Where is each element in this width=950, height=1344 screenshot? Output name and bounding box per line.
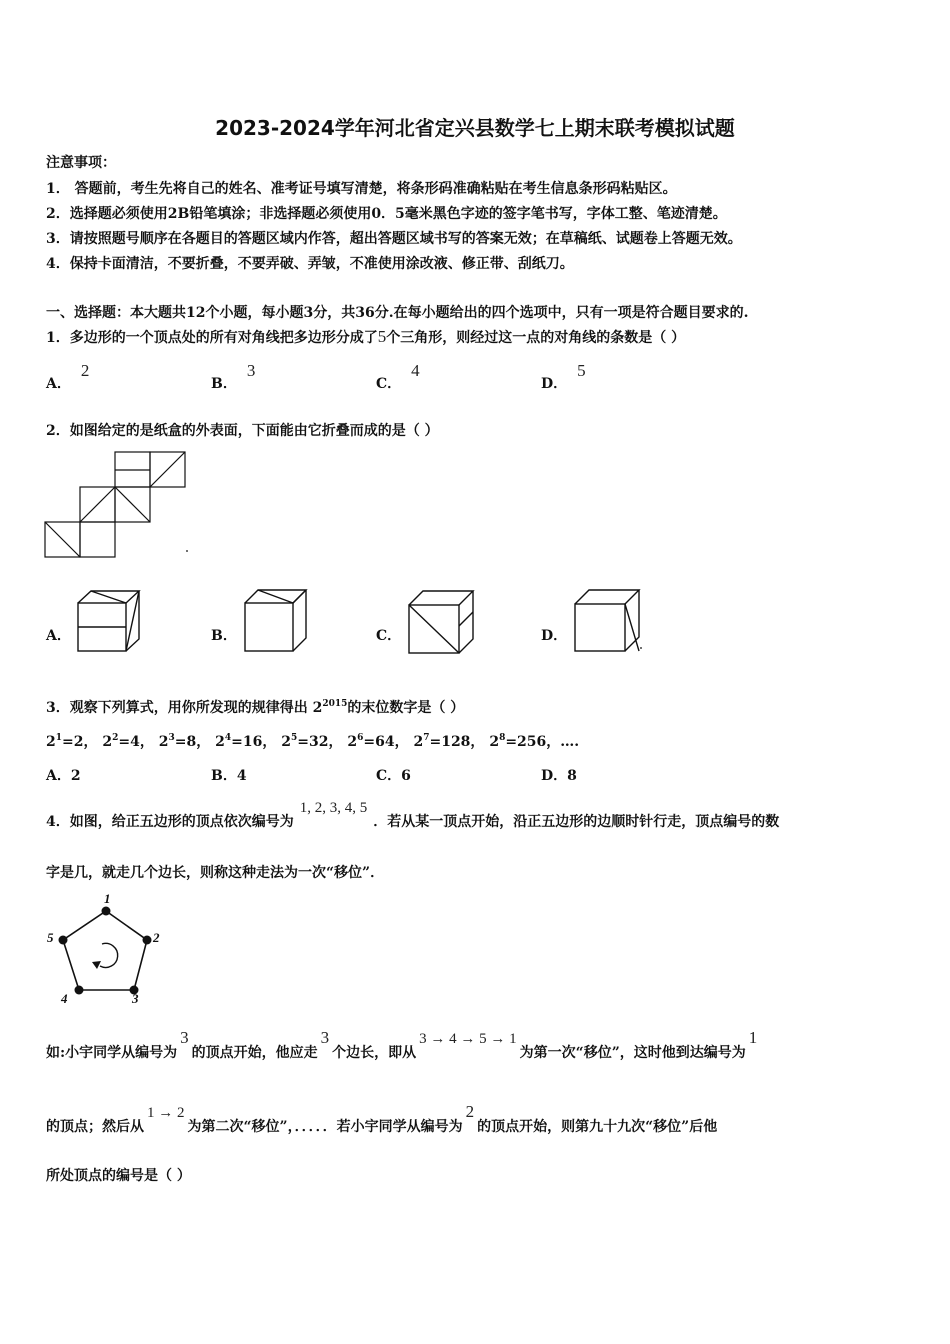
q2-option-a-label[interactable]: A．: [46, 628, 71, 644]
vertex-label-2: 2: [153, 930, 160, 945]
q3-formulas: $2^1=2$， $2^2=4$， $2^3=8$， $2^4=16$， $2^5=32$， $2^6=64$， $2^7=128$， $2^8=256$，….: [46, 733, 580, 750]
q4-line2: 字是几，就走几个边长，则称这种走法为一次“移位”．: [46, 865, 385, 881]
q1-text-b: 个三角形，则经过这一点的对角线的条数是（ ）: [386, 330, 686, 346]
vertex-label-5: 5: [47, 930, 54, 945]
q3-option-c[interactable]: C．6: [376, 768, 411, 784]
section-heading: 一、选择题：本大题共12个小题，每小题3分，共36分.在每小题给出的四个选项中，只有一项是符合题目要求的.: [46, 305, 749, 321]
q1-text-a: 1．多边形的一个顶点处的所有对角线把多边形分成了: [46, 330, 378, 346]
q2-stem: 2．如图给定的是纸盒的外表面，下面能由它折叠而成的是（ ）: [46, 423, 439, 439]
q2-option-c-label[interactable]: C．: [376, 628, 402, 644]
q3-option-b[interactable]: B．4: [211, 768, 247, 784]
notice-item-3: 3．请按照题号顺序在各题目的答题区域内作答，超出答题区域书写的答案无效；在草稿纸、试题卷上答题无效。: [46, 231, 742, 247]
q3-option-a[interactable]: A．2: [46, 768, 81, 784]
q4-question: 所处顶点的编号是（ ）: [46, 1168, 191, 1184]
vertex-label-1: 1: [104, 891, 111, 906]
notice-heading: 注意事项：: [46, 155, 116, 171]
q4-line1: 4．如图，给正五边形的顶点依次编号为1, 2, 3, 4, 5．若从某一顶点开始，沿正五边形的边顺时针行走，顶点编号的数: [46, 800, 780, 830]
notice-item-1: 1． 答题前，考生先将自己的姓名、准考证号填写清楚，将条形码准确粘贴在考生信息条形码粘贴区。: [46, 181, 677, 197]
q3-stem: 3．观察下列算式，用你所发现的规律得出 $2^{2015}$的末位数字是（ ）: [46, 699, 465, 716]
q1-option-c[interactable]: C．4: [376, 361, 420, 392]
notice-item-2: 2．选择题必须使用2B铅笔填涂；非选择题必须使用0．5毫米黑色字迹的签字笔书写，字体工整、笔迹清楚。: [46, 206, 727, 222]
q2-option-b-label[interactable]: B．: [211, 628, 237, 644]
q1-option-a[interactable]: A．2: [46, 361, 90, 392]
q4-example-line2: 的顶点；然后从1 → 2为第二次“移位”，．．．．．若小宇同学从编号为2的顶点开始，则第九十九次“移位”后他: [46, 1102, 718, 1135]
q4-example-line1: 如:小宇同学从编号为3的顶点开始，他应走3个边长，即从3 → 4 → 5 → 1为第一次“移位”，这时他到达编号为1: [46, 1028, 758, 1061]
q1-option-b[interactable]: B．3: [211, 361, 256, 392]
vertex-label-3: 3: [132, 991, 139, 1006]
page-title: 2023-2024学年河北省定兴县数学七上期末联考模拟试题: [215, 116, 735, 140]
vertex-label-4: 4: [61, 991, 68, 1006]
q4-seq: 1, 2, 3, 4, 5: [299, 800, 368, 816]
q3-option-d[interactable]: D．8: [541, 768, 577, 784]
q2-option-d-label[interactable]: D．: [541, 628, 568, 644]
notice-item-4: 4．保持卡面清洁，不要折叠，不要弄破、弄皱，不准使用涂改液、修正带、刮纸刀。: [46, 256, 574, 272]
q1-option-d[interactable]: D．5: [541, 361, 586, 392]
q3-exponent: 2015: [322, 699, 348, 709]
q1-n: 5: [377, 327, 387, 346]
